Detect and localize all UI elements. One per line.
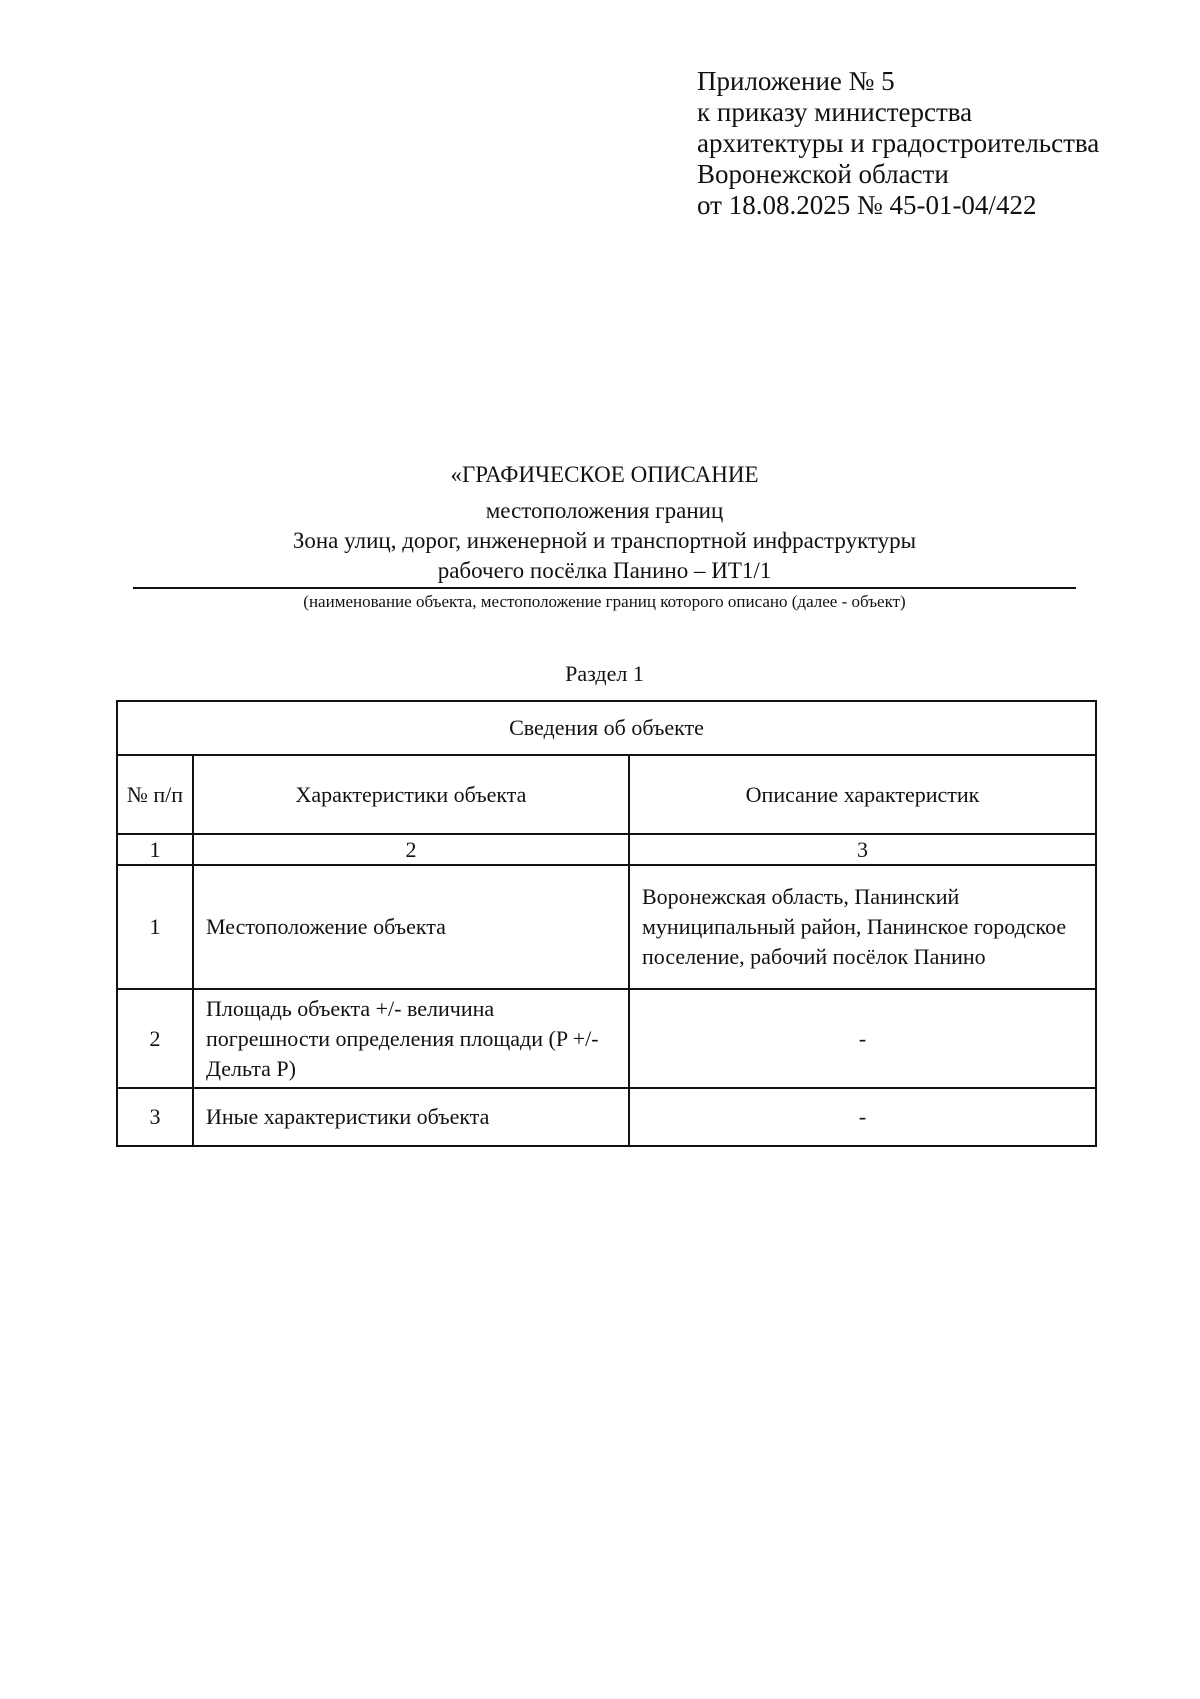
appendix-line: к приказу министерства xyxy=(697,97,973,127)
appendix-line: архитектуры и градостроительства xyxy=(697,128,1100,158)
column-number: 3 xyxy=(629,834,1096,865)
table-header-row xyxy=(117,755,1096,834)
column-number-row xyxy=(117,834,1096,865)
title-line: рабочего посёлка Панино – ИТ1/1 xyxy=(437,558,772,583)
title-line: Зона улиц, дорог, инженерной и транспортной инфраструктуры xyxy=(292,528,917,553)
appendix-line: Воронежской области xyxy=(697,159,949,189)
table-row xyxy=(117,1088,1096,1146)
row-num: 1 xyxy=(117,865,193,989)
row-characteristic: Местоположение объекта xyxy=(193,865,629,989)
table-row xyxy=(117,865,1096,989)
row-description: - xyxy=(629,1088,1096,1146)
row-num: 3 xyxy=(117,1088,193,1146)
appendix-header xyxy=(697,66,1099,221)
row-description: - xyxy=(629,989,1096,1088)
table-caption-row xyxy=(117,701,1096,755)
appendix-line: Приложение № 5 xyxy=(697,66,895,96)
header-description: Описание характеристик xyxy=(629,755,1096,834)
title-caption: (наименование объекта, местоположение границ которого описано (далее - объект) xyxy=(303,592,906,611)
row-num: 2 xyxy=(117,989,193,1088)
document-title xyxy=(133,460,1076,613)
row-description: Воронежская область, Панинский муниципальный район, Панинское городское поселение, рабочий посёлок Панино xyxy=(629,865,1096,989)
title-underline xyxy=(133,587,1076,589)
column-number: 1 xyxy=(117,834,193,865)
row-characteristic: Иные характеристики объекта xyxy=(193,1088,629,1146)
section-label: Раздел 1 xyxy=(565,661,644,686)
title-main: «ГРАФИЧЕСКОЕ ОПИСАНИЕ xyxy=(450,462,759,487)
table-row xyxy=(117,989,1096,1088)
row-characteristic: Площадь объекта +/- величина погрешности определения площади (P +/- Дельта P) xyxy=(193,989,629,1088)
appendix-line: от 18.08.2025 № 45-01-04/422 xyxy=(697,190,1037,220)
column-number: 2 xyxy=(193,834,629,865)
object-info-table xyxy=(116,700,1097,1147)
title-line: местоположения границ xyxy=(485,498,724,523)
table-caption: Сведения об объекте xyxy=(117,701,1096,755)
header-characteristic: Характеристики объекта xyxy=(193,755,629,834)
header-num: № п/п xyxy=(117,755,193,834)
